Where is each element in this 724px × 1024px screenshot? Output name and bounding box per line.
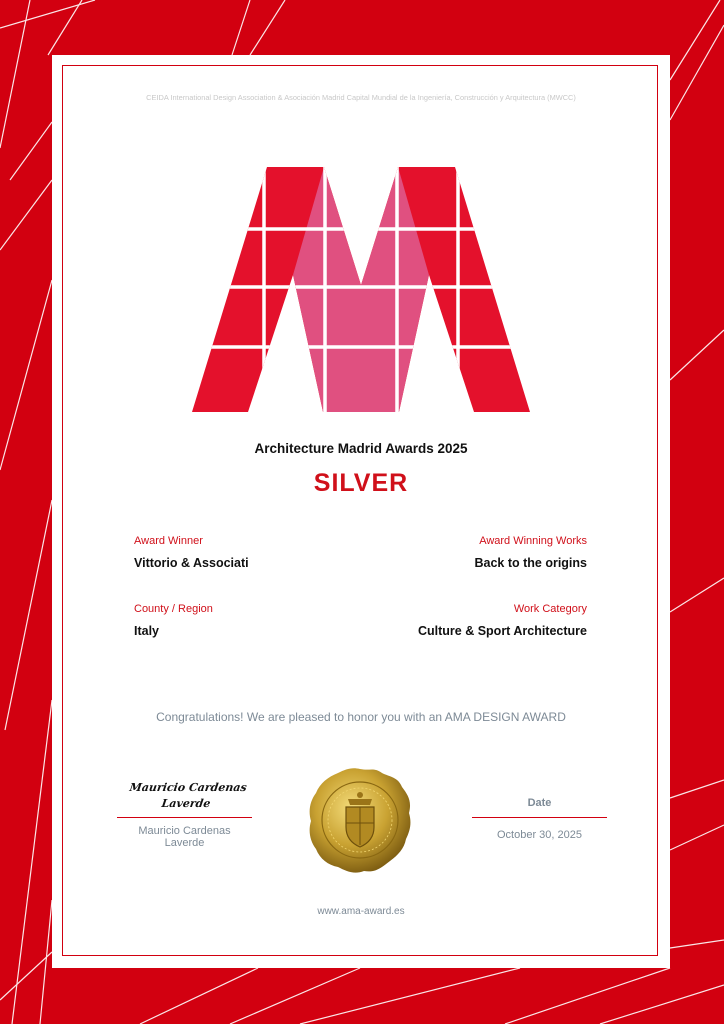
gold-wax-seal-icon xyxy=(308,765,412,875)
signer-name xyxy=(112,825,257,849)
date-rule xyxy=(472,817,607,818)
website-link[interactable]: www.ama-award.es xyxy=(317,906,405,917)
winning-works-label: Award Winning Works xyxy=(479,535,587,547)
signature-rule xyxy=(117,817,252,818)
congratulations-text: Congratulations! We are pleased to honor you with an AMA DESIGN AWARD xyxy=(156,710,566,724)
award-winner-value: Vittorio & Associati xyxy=(134,556,249,570)
handwritten-signature xyxy=(110,780,264,812)
region-value: Italy xyxy=(134,624,160,638)
signer-name-line-2: Laverde xyxy=(164,837,205,849)
date-label: Date xyxy=(527,797,552,809)
signature-line-1: Mauricio Cardenas xyxy=(128,781,248,794)
signature-line-2: Laverde xyxy=(160,797,212,810)
region-label: County / Region xyxy=(134,603,213,615)
ama-m-logo xyxy=(192,167,530,412)
date-value: October 30, 2025 xyxy=(496,829,582,841)
award-title: Architecture Madrid Awards 2025 xyxy=(254,441,468,456)
work-category-value: Culture & Sport Architecture xyxy=(417,624,587,638)
organization-line: CEIDA International Design Association & Asociación Madrid Capital Mundial de la Ingeniería, Construcción y Arquitectura (MWCC) xyxy=(146,93,576,102)
award-level: SILVER xyxy=(313,469,409,497)
work-category-label: Work Category xyxy=(513,603,587,615)
award-winner-label: Award Winner xyxy=(134,535,203,547)
winning-works-value: Back to the origins xyxy=(474,556,587,570)
signer-name-line-1: Mauricio Cardenas xyxy=(138,825,231,837)
certificate-sheet xyxy=(52,55,670,968)
